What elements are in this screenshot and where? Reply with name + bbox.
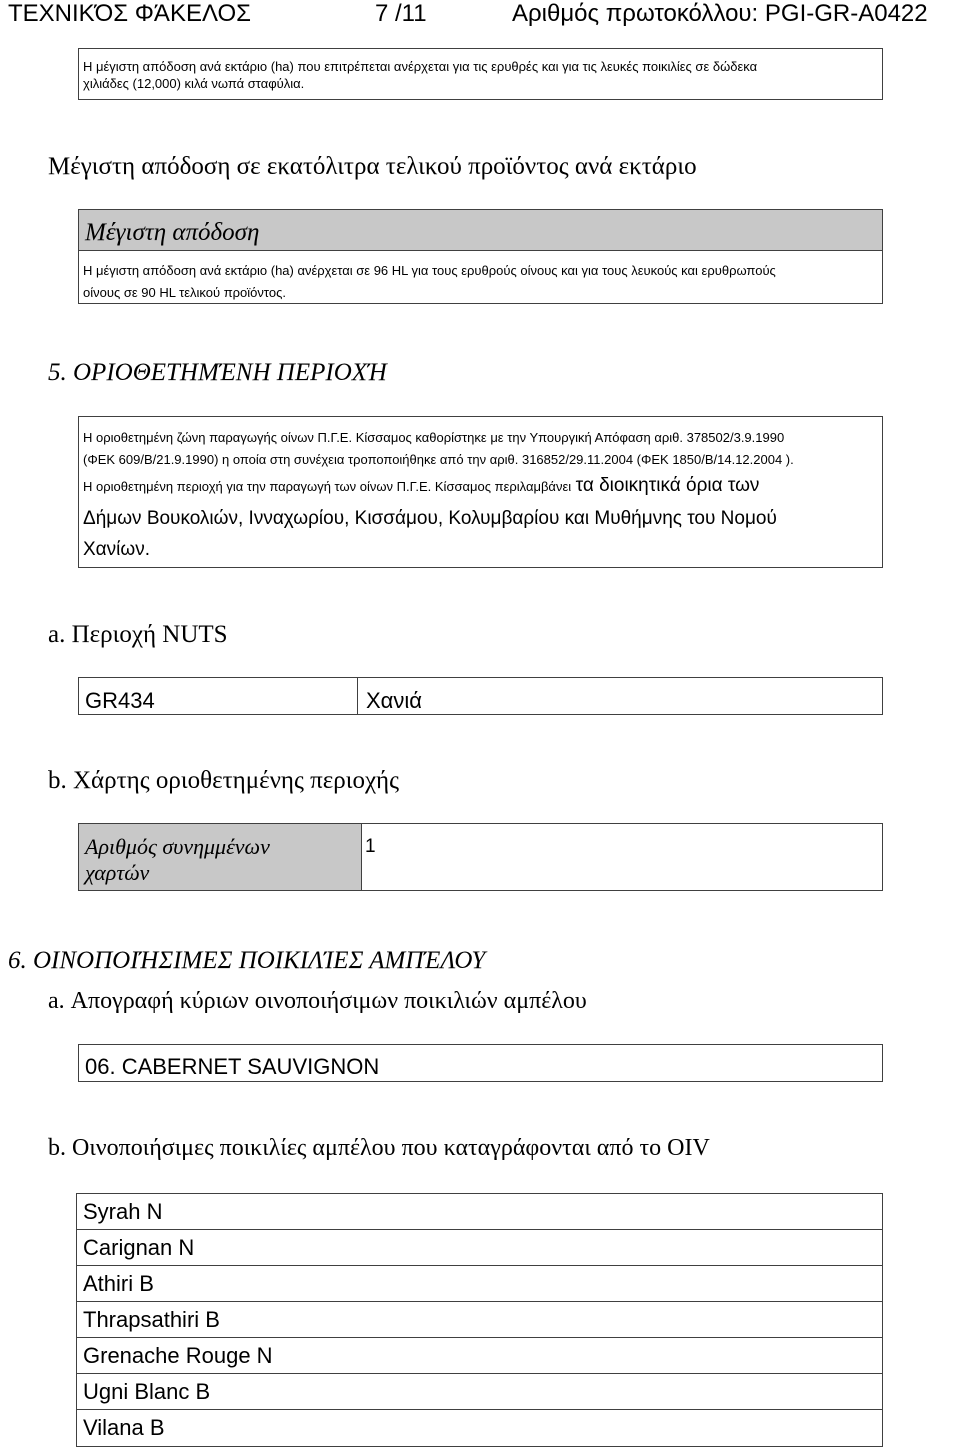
map-label-line-2: χαρτών (85, 860, 150, 885)
area-line-3 (83, 471, 882, 502)
max-yield-hl-line-1: Η μέγιστη απόδοση ανά εκτάριο (ha) ανέρχεται σε 96 HL για τους ερυθρούς οίνους και για τους λευκούς και ερυθρωπούς (83, 263, 776, 278)
protocol-number: Αριθμός πρωτοκόλλου: PGI-GR-A0422 (512, 0, 928, 27)
list-item: Thrapsathiri B (77, 1302, 882, 1338)
map-label-cell (79, 824, 362, 890)
list-item: Carignan N (77, 1230, 882, 1266)
nuts-name: Χανιά (366, 688, 422, 713)
list-item: Athiri B (77, 1266, 882, 1302)
list-item: Vilana B (83, 1415, 165, 1440)
map-label-line-1: Αριθμός συνημμένων (85, 834, 270, 859)
varieties-sub-b: b. Οινοποιήσιμες ποικιλίες αμπέλου που καταγράφονται από το OIV (48, 1135, 710, 1161)
nuts-heading: a. Περιοχή NUTS (48, 621, 228, 648)
document-title: ΤΕΧΝΙΚΌΣ ΦΆΚΕΛΟΣ (8, 0, 251, 27)
max-yield-kg-line-2: χιλιάδες (12,000) κιλά νωπά σταφύλια. (83, 76, 305, 91)
area-line-1: Η οριοθετημένη ζώνη παραγωγής οίνων Π.Γ.Ε. Κίσσαμος καθορίστηκε με την Υπουργική Απόφαση αριθ. 378502/3.9.1990 (83, 430, 785, 445)
max-yield-kg-box (78, 48, 883, 100)
list-item: Grenache Rouge N (77, 1338, 882, 1374)
map-table (78, 823, 883, 891)
main-variety: 06. CABERNET SAUVIGNON (85, 1054, 380, 1079)
max-yield-hl-box (78, 209, 883, 304)
list-item: Syrah N (77, 1194, 882, 1230)
yield-heading: Μέγιστη απόδοση σε εκατόλιτρα τελικού προϊόντος ανά εκτάριο (48, 153, 697, 180)
max-yield-box-title: Μέγιστη απόδοση (79, 210, 882, 251)
varieties-sub-a: a. Απογραφή κύριων οινοποιήσιμων ποικιλιών αμπέλου (48, 988, 587, 1014)
nuts-code: GR434 (85, 688, 155, 713)
max-yield-hl-line-2: οίνους σε 90 HL τελικού προϊόντος. (83, 285, 286, 300)
area-line-3-small: Η οριοθετημένη περιοχή για την παραγωγή των οίνων Π.Γ.Ε. Κίσσαμος περιλαμβάνει (83, 479, 572, 494)
area-line-5: Χανίων. (83, 539, 150, 560)
demarcated-area-heading: 5. ΟΡΙΟΘΕΤΗΜΈΝΗ ΠΕΡΙΟΧΉ (48, 359, 387, 386)
map-heading: b. Χάρτης οριοθετημένης περιοχής (48, 767, 400, 794)
oiv-varieties-list (76, 1193, 883, 1447)
max-yield-kg-line-1: Η μέγιστη απόδοση ανά εκτάριο (ha) που επιτρέπεται ανέρχεται για τις ερυθρές και για τις λευκές ποικιλίες σε δώδεκα (83, 59, 758, 74)
demarcated-area-box (78, 416, 883, 568)
map-count: 1 (365, 836, 376, 857)
varieties-heading: 6. ΟΙΝΟΠΟΙΉΣΙΜΕΣ ΠΟΙΚΙΛΊΕΣ ΑΜΠΈΛΟΥ (8, 947, 486, 974)
main-variety-box (78, 1044, 883, 1082)
area-line-3-large: τα διοικητικά όρια των (575, 475, 760, 496)
page-number: 7 /11 (375, 0, 427, 27)
area-line-4: Δήμων Βουκολιών, Ινναχωρίου, Κισσάμου, Κολυμβαρίου και Μυθήμνης του Νομού (83, 508, 777, 529)
list-item: Ugni Blanc B (77, 1374, 882, 1410)
nuts-divider (357, 678, 358, 714)
nuts-table (78, 677, 883, 715)
area-line-2: (ΦΕΚ 609/Β/21.9.1990) η οποία στη συνέχεια τροποποιήθηκε από την αριθ. 316852/29.11.2004 (ΦΕΚ 1850/Β/14.12.2004 ). (83, 452, 794, 467)
